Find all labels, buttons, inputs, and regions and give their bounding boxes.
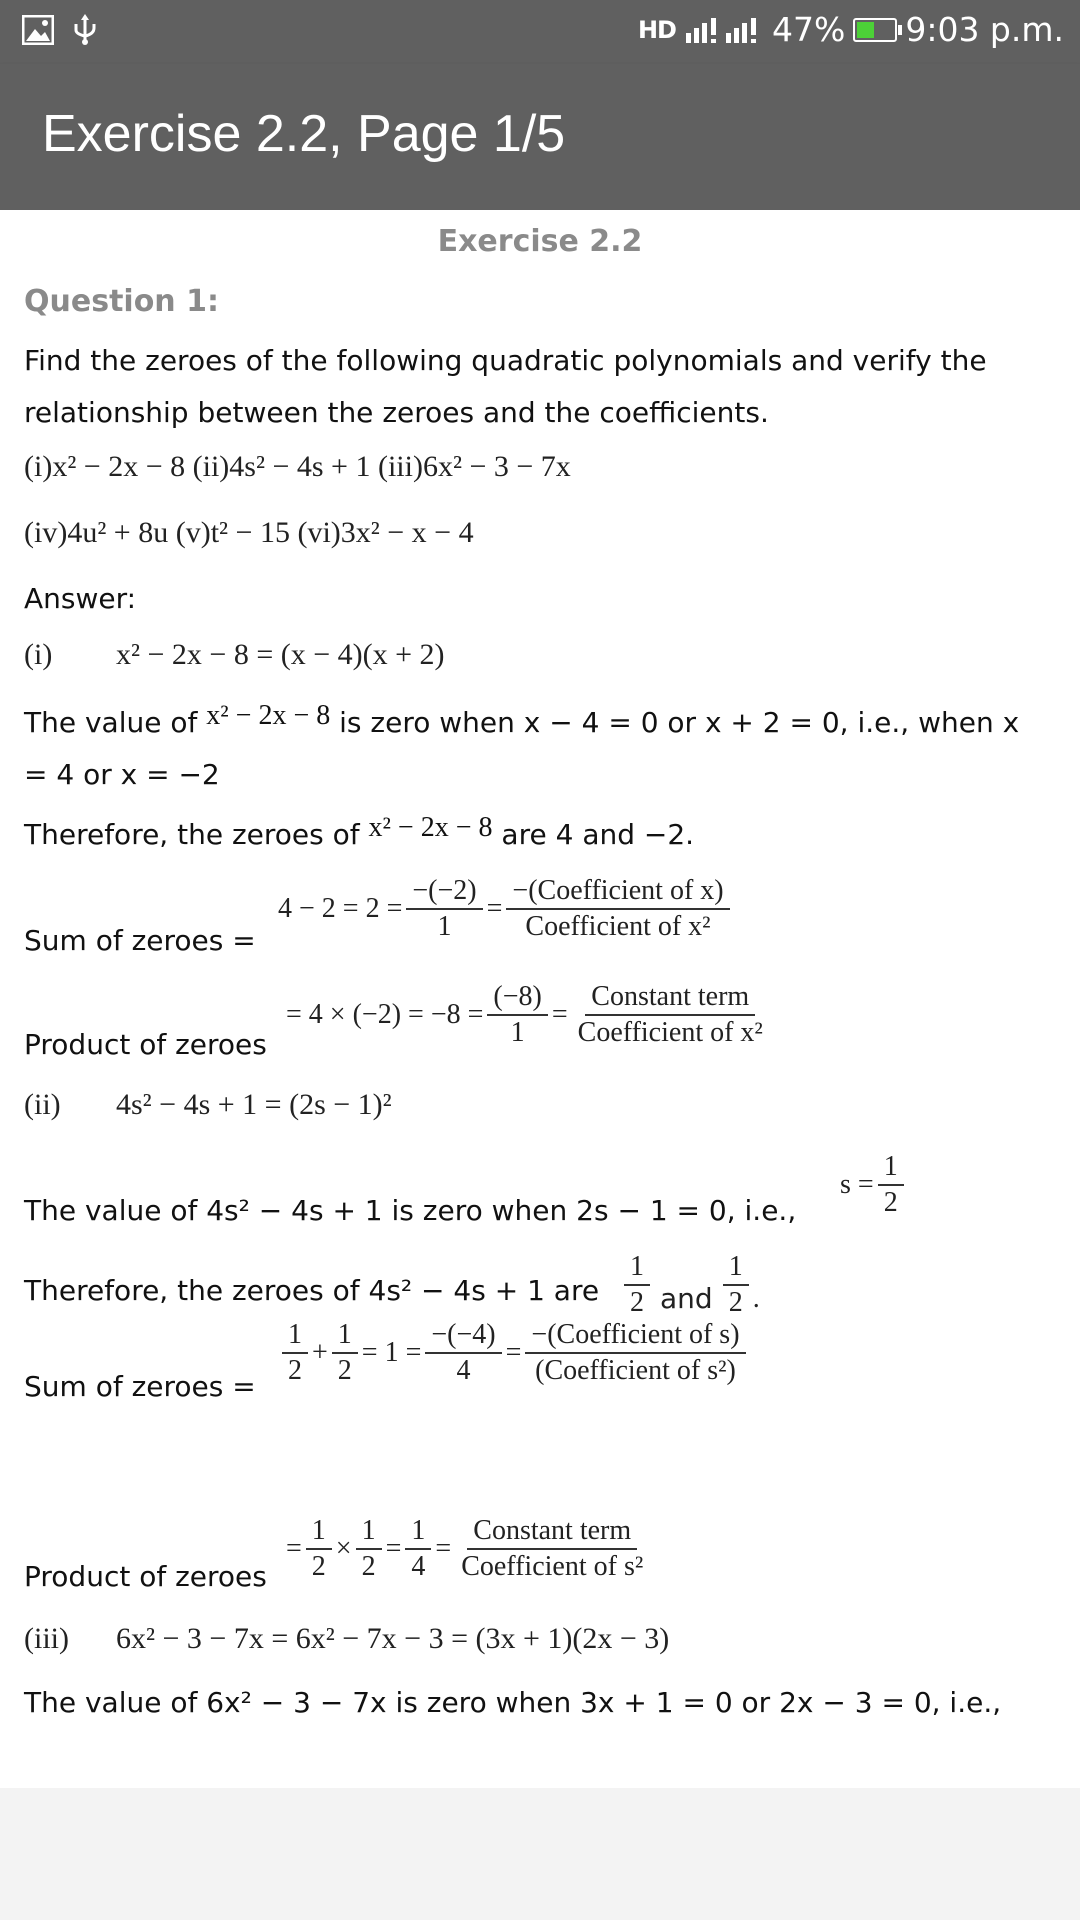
fraction-denominator: 2: [630, 1286, 644, 1318]
question-text-line2: relationship between the zeroes and the coefficients.: [24, 396, 769, 429]
page-title: Exercise 2.2, Page 1/5: [42, 105, 566, 163]
part-i-zeroes-text-b: are 4 and −2.: [501, 818, 695, 851]
equals-sign: =: [486, 892, 503, 924]
part-i-product-fraction-1: [487, 980, 547, 1049]
question-label: Question 1:: [24, 284, 219, 319]
clock: 9:03 p.m.: [905, 10, 1064, 49]
part-i-sum-equation: [278, 874, 734, 943]
equals-sign: =: [385, 1532, 402, 1564]
app-bar: [0, 64, 1080, 210]
part-ii-label: (ii): [24, 1088, 61, 1121]
part-i-value-line: [24, 700, 1020, 740]
part-ii-s-value: [840, 1150, 908, 1219]
part-ii-value-text: The value of 4s² − 4s + 1 is zero when 2s − 1 = 0, i.e.,: [24, 1194, 797, 1227]
part-i-zeroes-expr: x² − 2x − 8: [368, 812, 493, 843]
part-iii-value-text: The value of 6x² − 3 − 7x is zero when 3x + 1 = 0 or 2x − 3 = 0, i.e.,: [24, 1686, 1002, 1719]
equals-sign: =: [435, 1532, 452, 1564]
half-fraction: [282, 1318, 308, 1387]
polynomial-list-line2: (iv)4u² + 8u (v)t² − 15 (vi)3x² − x − 4: [24, 516, 474, 549]
part-ii-sum-equation: [278, 1318, 750, 1387]
image-icon: [22, 15, 54, 45]
part-i-label: (i): [24, 638, 53, 671]
battery-percent: 47%: [771, 10, 846, 49]
fraction-denominator: 1: [510, 1016, 525, 1048]
fraction-numerator: −(Coefficient of s): [525, 1318, 745, 1354]
half-fraction: [332, 1318, 358, 1387]
part-i-sum-lead: 4 − 2 = 2 =: [278, 892, 403, 924]
equals-sign: =: [286, 1532, 302, 1564]
half-fraction: [878, 1150, 904, 1219]
status-right: [638, 10, 1064, 49]
part-i-product-equation: [286, 980, 773, 1049]
part-i-product-label: Product of zeroes: [24, 1028, 267, 1061]
fraction-numerator: 1: [332, 1318, 358, 1354]
fraction-denominator: (Coefficient of s²): [535, 1354, 736, 1386]
part-i-zeroes-line: [24, 812, 695, 852]
fraction-denominator: 2: [728, 1286, 743, 1318]
part-ii-product-fraction: [455, 1514, 649, 1583]
part-ii-sum-fraction-2: [525, 1318, 745, 1387]
usb-icon: [72, 14, 98, 46]
polynomial-list-line1: (i)x² − 2x − 8 (ii)4s² − 4s + 1 (iii)6x² − 3 − 7x: [24, 450, 571, 483]
fraction-denominator: 1: [437, 910, 452, 942]
part-i-value-text-b: is zero when x − 4 = 0 or x + 2 = 0, i.e., when x: [339, 706, 1020, 739]
fraction-denominator: Coefficient of s²: [461, 1550, 644, 1582]
part-i-value-expr: x² − 2x − 8: [206, 700, 331, 731]
hd-network-label: HD: [637, 15, 676, 44]
part-i-sum-label: Sum of zeroes =: [24, 924, 256, 957]
fraction-denominator: 2: [883, 1186, 898, 1218]
part-i-product-lead: = 4 × (−2) = −8 =: [286, 998, 484, 1030]
fraction-numerator: 1: [723, 1250, 749, 1286]
part-iii-label: (iii): [24, 1622, 69, 1655]
half-fraction: [624, 1250, 650, 1319]
equals-sign: =: [551, 998, 568, 1030]
part-ii-sum-label: Sum of zeroes =: [24, 1370, 256, 1403]
s-equals: s =: [840, 1168, 874, 1200]
part-i-product-fraction-2: [572, 980, 769, 1049]
fraction-denominator: Coefficient of x²: [525, 910, 711, 942]
fraction-numerator: Constant term: [585, 980, 755, 1016]
fraction-denominator: 2: [337, 1354, 352, 1386]
part-ii-zeroes-text: Therefore, the zeroes of 4s² − 4s + 1 are: [24, 1274, 600, 1307]
fraction-numerator: −(Coefficient of x): [506, 874, 729, 910]
battery-fill: [857, 22, 874, 38]
fraction-denominator: 2: [311, 1550, 326, 1582]
part-i-value-text-a: The value of: [24, 706, 198, 739]
part-i-value-line2: = 4 or x = −2: [24, 758, 220, 791]
signal-strength-icon: [684, 15, 764, 45]
plus-sign: +: [312, 1336, 328, 1368]
fraction-numerator: 1: [306, 1514, 332, 1550]
half-fraction: [356, 1514, 382, 1583]
part-ii-zeroes-fractions: [620, 1250, 760, 1319]
part-ii-product-equation: [286, 1514, 653, 1583]
fraction-numerator: 1: [405, 1514, 431, 1550]
exercise-heading: Exercise 2.2: [437, 224, 643, 259]
fraction-numerator: −(−4): [425, 1318, 501, 1354]
fraction-numerator: Constant term: [467, 1514, 637, 1550]
fraction-numerator: (−8): [487, 980, 547, 1016]
document-page[interactable]: [0, 210, 1080, 1788]
fraction-numerator: 1: [878, 1150, 904, 1186]
part-iii-factorization: 6x² − 3 − 7x = 6x² − 7x − 3 = (3x + 1)(2x − 3): [116, 1622, 670, 1655]
half-fraction: [306, 1514, 332, 1583]
battery-icon: [853, 18, 897, 42]
period: .: [752, 1282, 760, 1314]
half-fraction: [723, 1250, 749, 1319]
quarter-fraction: [405, 1514, 431, 1583]
equals-sign: =: [505, 1336, 522, 1368]
fraction-denominator: 4: [411, 1550, 426, 1582]
part-ii-factorization: 4s² − 4s + 1 = (2s − 1)²: [116, 1088, 392, 1121]
and-word: and: [660, 1282, 713, 1316]
status-bar: [0, 0, 1080, 64]
fraction-denominator: 4: [456, 1354, 471, 1386]
part-ii-sum-fraction-1: [425, 1318, 501, 1387]
fraction-denominator: 2: [288, 1354, 302, 1386]
part-i-zeroes-text-a: Therefore, the zeroes of: [24, 818, 360, 851]
times-sign: ×: [335, 1532, 352, 1564]
fraction-numerator: 1: [356, 1514, 382, 1550]
empty-bottom-area: [0, 1788, 1080, 1920]
fraction-numerator: −(−2): [406, 874, 482, 910]
answer-label: Answer:: [24, 582, 137, 615]
part-i-sum-fraction-2: [506, 874, 729, 943]
fraction-denominator: 2: [361, 1550, 376, 1582]
fraction-numerator: 1: [282, 1318, 308, 1354]
part-ii-product-label: Product of zeroes: [24, 1560, 267, 1593]
question-text-line1: Find the zeroes of the following quadratic polynomials and verify the: [24, 344, 987, 377]
part-ii-zeroes-line: [24, 1274, 599, 1307]
status-left-icons: [22, 14, 98, 46]
part-i-factorization: x² − 2x − 8 = (x − 4)(x + 2): [116, 638, 445, 671]
fraction-denominator: Coefficient of x²: [577, 1016, 763, 1048]
fraction-numerator: 1: [624, 1250, 650, 1286]
part-i-sum-fraction-1: [406, 874, 482, 943]
equals-one: = 1 =: [361, 1336, 422, 1368]
